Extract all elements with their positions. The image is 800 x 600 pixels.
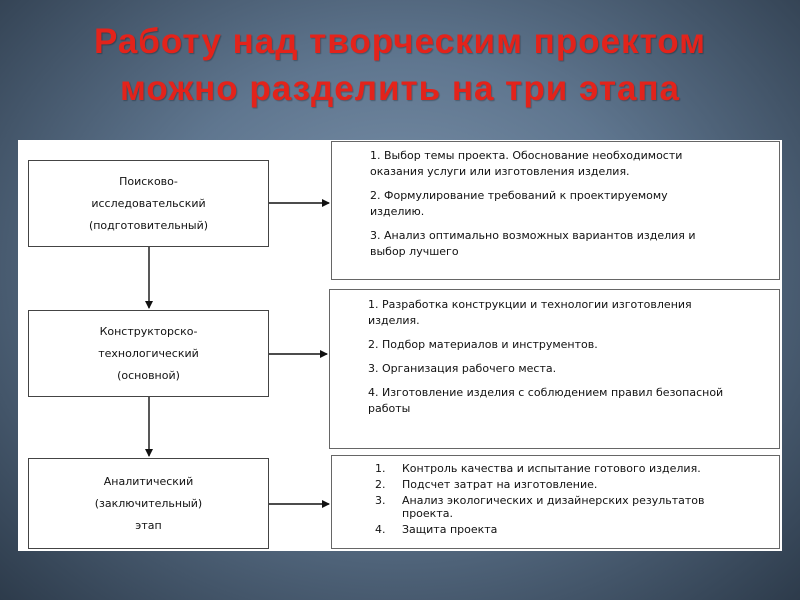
stage-analysis-line-2: (заключительный)	[94, 496, 203, 510]
stage-design-line-3: (основной)	[117, 368, 180, 382]
stage-design-line-1: Конструкторско-	[99, 324, 198, 338]
analysis-step-3	[332, 494, 729, 520]
stage-search-line-1: Поисково-	[119, 174, 178, 188]
stage-box-design	[28, 310, 269, 397]
analysis-step-4	[332, 523, 729, 536]
steps-box-design	[329, 289, 780, 449]
stage-design-line-2: технологический	[98, 346, 199, 360]
stage-box-analysis	[28, 458, 269, 549]
design-step-1: 1. Разработка конструкции и технологии изготовления изделия.	[368, 298, 692, 327]
steps-box-analysis	[331, 455, 780, 549]
stage-box-search	[28, 160, 269, 247]
analysis-steps-list	[332, 462, 729, 536]
analysis-step-2	[332, 478, 729, 491]
stage-analysis-line-1: Аналитический	[103, 474, 194, 488]
analysis-step-1-text: Контроль качества и испытание готового изделия.	[402, 462, 701, 475]
stage-analysis-line-3: этап	[135, 518, 162, 532]
steps-box-search	[331, 141, 780, 280]
analysis-step-4-text: Защита проекта	[402, 523, 498, 536]
slide-title-line-2: можно разделить на три этапа	[119, 69, 681, 108]
analysis-step-2-number: 2.	[375, 478, 386, 491]
slide-title-line-1: Работу над творческим проектом	[93, 22, 707, 61]
design-step-2: 2. Подбор материалов и инструментов.	[368, 338, 598, 351]
diagram-panel	[18, 140, 782, 551]
analysis-step-1-number: 1.	[375, 462, 386, 475]
search-step-1: 1. Выбор темы проекта. Обоснование необходимости оказания услуги или изготовления изделия.	[370, 149, 683, 178]
stage-search-line-3: (подготовительный)	[88, 218, 209, 232]
analysis-step-4-number: 4.	[375, 523, 386, 536]
design-step-4: 4. Изготовление изделия с соблюдением правил безопасной работы	[368, 386, 724, 415]
analysis-step-3-number: 3.	[375, 494, 386, 507]
analysis-step-3-text: Анализ экологических и дизайнерских результатов проекта.	[402, 494, 705, 520]
search-step-3: 3. Анализ оптимально возможных вариантов изделия и выбор лучшего	[370, 229, 696, 258]
design-step-3: 3. Организация рабочего места.	[368, 362, 557, 375]
search-step-2: 2. Формулирование требований к проектируемому изделию.	[370, 189, 668, 218]
analysis-step-1	[332, 462, 729, 475]
analysis-step-2-text: Подсчет затрат на изготовление.	[402, 478, 598, 491]
slide-title	[0, 18, 800, 112]
stage-search-line-2: исследовательский	[91, 196, 206, 210]
